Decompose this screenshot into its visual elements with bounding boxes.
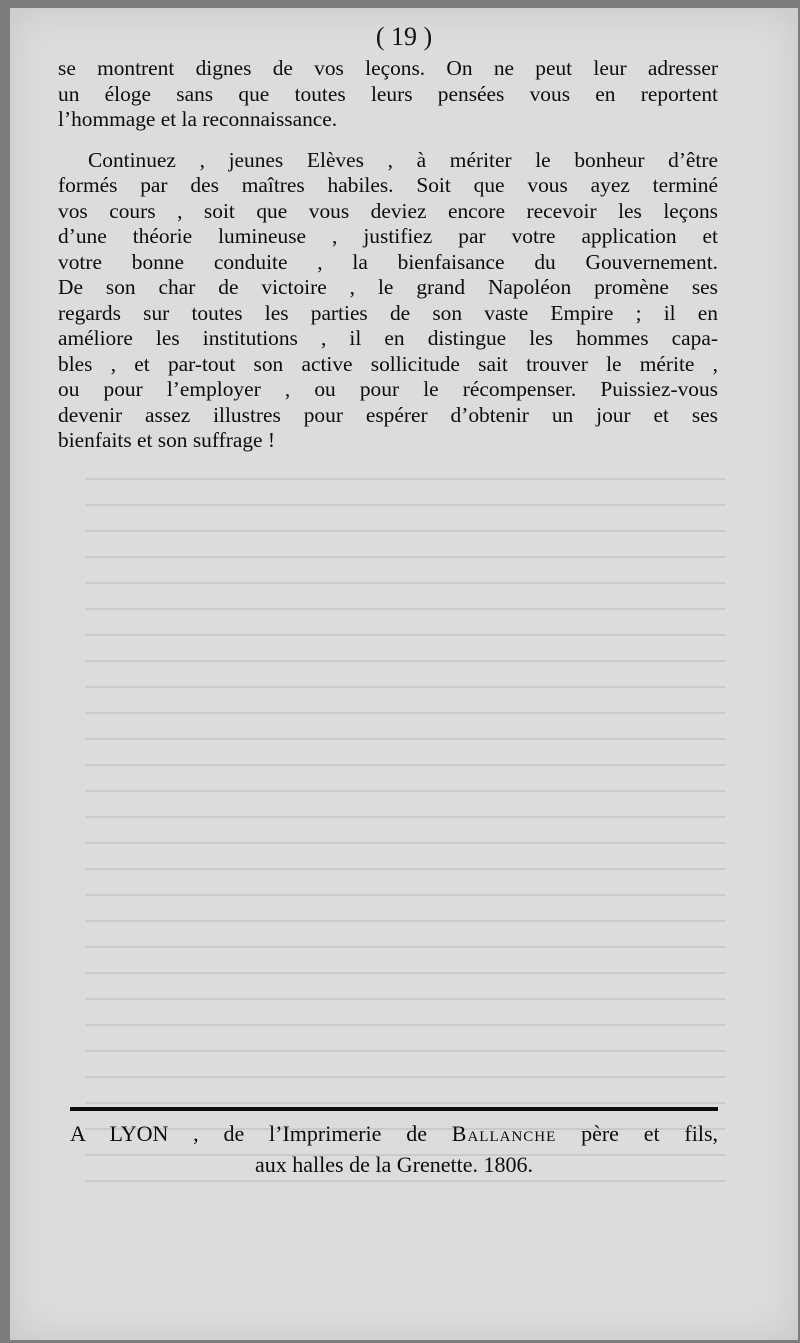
body-text xyxy=(58,56,718,454)
imprint-text-end: père et fils, xyxy=(581,1121,719,1146)
book-page xyxy=(10,8,798,1340)
imprint-printer: Ballanche xyxy=(451,1121,557,1146)
text-line: améliore les institutions , il en distingue les hommes capa- xyxy=(58,326,718,350)
imprint-line-1 xyxy=(70,1118,718,1149)
text-line: Continuez , jeunes Elèves , à mériter le bonheur d’être xyxy=(88,147,718,172)
text-line: De son char de victoire , le grand Napoléon promène ses xyxy=(58,275,718,299)
text-line: bienfaits et son suffrage ! xyxy=(58,428,276,452)
text-line: bles , et par-tout son active sollicitude sait trouver le mérite , xyxy=(58,351,718,376)
page-number: ( 19 ) xyxy=(375,22,433,51)
text-line: l’hommage et la reconnaissance. xyxy=(58,107,338,131)
text-line: vos cours , soit que vous deviez encore recevoir les leçons xyxy=(58,198,718,223)
imprint-line-2: aux halles de la Grenette. 1806. xyxy=(255,1152,533,1177)
text-line: formés par des maîtres habiles. Soit que vous ayez terminé xyxy=(58,173,718,197)
imprint-city: A LYON xyxy=(70,1121,169,1146)
text-line: devenir assez illustres pour espérer d’obtenir un jour et ses xyxy=(58,402,718,427)
text-line: ou pour l’employer , ou pour le récompenser. Puissiez-vous xyxy=(58,377,718,401)
imprint-text: , de l’Imprimerie de xyxy=(193,1121,427,1146)
printer-imprint xyxy=(70,1118,718,1180)
text-line: d’une théorie lumineuse , justifiez par votre application et xyxy=(58,224,718,248)
show-through-text xyxy=(85,478,725,1198)
text-line: un éloge sans que toutes leurs pensées vous en reportent xyxy=(58,81,718,106)
text-line: votre bonne conduite , la bienfaisance du Gouvernement. xyxy=(58,249,718,274)
divider-rule xyxy=(70,1107,718,1111)
text-line: regards sur toutes les parties de son vaste Empire ; il en xyxy=(58,300,718,325)
paragraph-1 xyxy=(58,56,718,133)
text-line: se montrent dignes de vos leçons. On ne peut leur adresser xyxy=(58,56,718,80)
paragraph-2 xyxy=(58,148,718,454)
